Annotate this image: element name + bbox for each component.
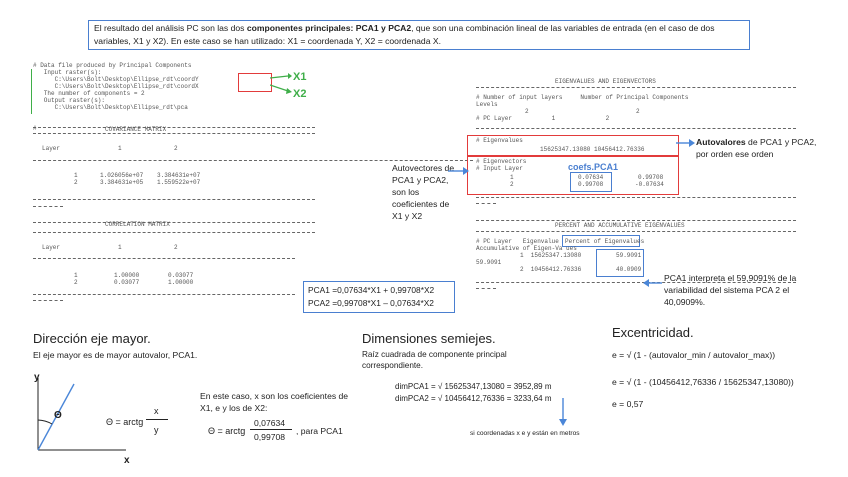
vec-r1-layer: 1 (510, 174, 514, 181)
pct-row1-a: 1 15625347.13080 (520, 252, 582, 259)
log-output-path: C:\Users\Bolt\Desktop\Ellipse_rdt\pca (33, 104, 188, 111)
divider (33, 206, 63, 207)
coord-highlight (238, 73, 272, 92)
dim-arrow (558, 398, 568, 428)
divider (33, 300, 63, 301)
result-bar (250, 429, 292, 430)
cov-col1: 1 (118, 145, 122, 152)
corr-r2-v2: 1.00000 (168, 279, 194, 286)
formula-den: y (154, 425, 159, 435)
divider (33, 127, 315, 128)
intro-post: , que son una combinación lineal de las variables de entrada (en el caso de dos variables, X1 y X2). En este caso se han utilizado: X1 = coordenada Y, X2 = coordenada X. (94, 23, 715, 46)
variability-arrow (642, 278, 664, 288)
corr-r2-layer: 2 (74, 279, 78, 286)
num-layers: 2 (525, 108, 529, 115)
pc-layer-line: # PC Layer 1 2 (476, 115, 610, 122)
autovalores-note (696, 136, 826, 160)
intro-pre: El resultado del análisis PC son las dos (94, 23, 247, 33)
vec-r2-v1: 0.99708 (578, 181, 604, 188)
divider (33, 133, 315, 134)
formula-lhs: Θ = arctg (106, 417, 144, 427)
log-header: # Data file produced by Principal Components (33, 62, 192, 69)
log-input-path2: C:\Users\Bolt\Desktop\Ellipse_rdt\coordX (33, 83, 199, 90)
vec-r1-v1: 0.07634 (578, 174, 604, 181)
result-num: 0,07634 (254, 418, 286, 428)
autovectores-arrow (448, 166, 470, 176)
autovalores-rest: de PCA1 y PCA2, por orden ese orden (696, 137, 817, 159)
vec-r2-layer: 2 (510, 181, 514, 188)
x2-arrow (270, 85, 288, 91)
x1-label: X1 (293, 71, 307, 83)
percent-values-box (596, 249, 644, 277)
corr-col1: 1 (118, 244, 122, 251)
corr-col2: 2 (174, 244, 178, 251)
x2-label: X2 (293, 88, 307, 100)
eigenvalues-label: # Eigenvalues (476, 137, 523, 144)
divider (476, 197, 796, 198)
pct-row2-b: 40.0909 (616, 266, 642, 273)
intro-box (88, 20, 750, 50)
x1-arrowhead (288, 73, 292, 79)
vec-r1-v2: 0.99708 (638, 174, 664, 181)
pct-header-c: Accumulative of Eigen-Va ues (476, 245, 577, 252)
result-den: 0,99708 (254, 432, 286, 442)
x1-arrow (270, 76, 288, 78)
divider (476, 288, 496, 289)
variability-note: PCA1 interpreta el 59,9091% de la variabilidad del sistema PCA 2 el 40,0909%. (664, 273, 797, 307)
exc-line1: e = √ (1 - (autovalor_min / autovalor_max)) (612, 350, 776, 360)
x2-arrowhead (286, 88, 292, 94)
x-arrows (270, 70, 292, 100)
excentricidad-title: Excentricidad. (612, 325, 694, 340)
corr-r1-v2: 0.03077 (168, 272, 194, 279)
dimensiones-subtitle: Raíz cuadrada de componente principal correspondiente. (362, 350, 507, 370)
autovalores-arrow (676, 138, 696, 148)
cov-r1-layer: 1 (74, 172, 78, 179)
result-suffix: , para PCA1 (296, 426, 343, 436)
divider (33, 199, 315, 200)
log-components: The number of components = 2 (33, 90, 145, 97)
divider (33, 160, 473, 161)
cov-r2-v2: 1.559522e+07 (157, 179, 201, 186)
cov-r2-layer: 2 (74, 179, 78, 186)
autovectores-note: Autovectores de PCA1 y PCA2, son los coeficientes de X1 y X2 (392, 163, 455, 221)
divider (33, 232, 315, 233)
log-input-label: Input raster(s): (33, 69, 102, 76)
direccion-subtitle: El eje mayor es de mayor autovalor, PCA1. (33, 350, 198, 360)
eigenvalues-values: 15625347.13080 10456412.76336 (540, 146, 645, 153)
dim-line1: dimPCA1 = √ 15625347,13080 = 3952,89 m (395, 382, 552, 391)
dim-line2: dimPCA2 = √ 10456412,76336 = 3233,64 m (395, 394, 552, 403)
divider (476, 231, 796, 232)
num-pc: 2 (636, 108, 640, 115)
corr-title: CORRELATION MATRIX (105, 221, 170, 228)
pct-row2-a: 2 10456412.76336 (520, 266, 582, 273)
log-output-label: Output raster(s): (33, 97, 106, 104)
divider (33, 222, 315, 223)
pct-row1-b: 59.9091 (616, 252, 642, 259)
corr-layer-label: Layer (42, 244, 61, 251)
exc-line3: e = 0,57 (612, 399, 644, 409)
cov-col2: 2 (174, 145, 178, 152)
cov-layer-label: Layer (42, 145, 61, 152)
corr-r1-layer: 1 (74, 272, 78, 279)
corr-r1-v1: 1.00000 (114, 272, 140, 279)
cov-r1-v1: 1.026056e+07 (100, 172, 144, 179)
direccion-explain: En este caso, x son los coeficientes de X1, e y los de X2: (200, 391, 349, 413)
pca2-equation: PCA2 =0,99708*X1 – 0,07634*X2 (308, 298, 434, 308)
num-layers-line: # Number of input layers Number of Principal Components (476, 94, 689, 101)
formula-bar (146, 419, 168, 420)
result-lhs: Θ = arctg (208, 426, 246, 436)
eig-title: EIGENVALUES AND EIGENVECTORS (555, 78, 656, 85)
axis-y-label: y (34, 372, 40, 383)
pct-title: PERCENT AND ACCUMULATIVE EIGENVALUES (555, 222, 685, 229)
cov-title: COVARIANCE MATRIX (105, 126, 167, 133)
autovalores-bold: Autovalores (696, 137, 746, 147)
cov-r1-v2: 3.384631e+07 (157, 172, 201, 179)
divider (476, 203, 496, 204)
pct-header-b: Percent of Eigenvalues (565, 238, 645, 245)
divider (476, 87, 796, 88)
log-green-marks (31, 69, 35, 114)
eigenvectors-label: # Eigenvectors (476, 158, 527, 165)
log-input-path1: C:\Users\Bolt\Desktop\Ellipse_rdt\coordY (33, 76, 199, 83)
angle-arc (38, 420, 52, 424)
divider (33, 258, 295, 259)
pca1-equation: PCA1 =0,07634*X1 + 0,99708*X2 (308, 285, 435, 295)
pct-row1-c: 59.9091 (476, 259, 502, 266)
exc-line2: e = √ (1 - (10456412,76336 / 15625347,13080)) (612, 377, 794, 387)
divider (476, 220, 796, 221)
direccion-title: Dirección eje mayor. (33, 331, 151, 346)
divider (476, 128, 796, 129)
cov-r2-v1: 3.384631e+05 (100, 179, 144, 186)
vec-r2-v2: -0.07634 (635, 181, 664, 188)
coefs-pca1-label: coefs.PCA1 (568, 162, 619, 172)
axis-x-label: x (124, 455, 130, 466)
pct-header-a: # PC Layer Eigenvalue (476, 238, 559, 245)
hash-mark: # (33, 125, 37, 132)
dimensiones-title: Dimensiones semiejes. (362, 331, 496, 346)
divider (33, 294, 295, 295)
corr-r2-v1: 0.03077 (114, 279, 140, 286)
intro-bold: componentes principales: PCA1 y PCA2 (246, 23, 412, 33)
theta-label: Θ (54, 410, 62, 421)
levels-label: Levels (476, 101, 498, 108)
formula-num: x (154, 406, 159, 416)
equations-box (303, 281, 455, 313)
dim-note: si coordenadas x e y están en metros (470, 430, 580, 437)
input-layer-label: # Input Layer (476, 165, 523, 172)
